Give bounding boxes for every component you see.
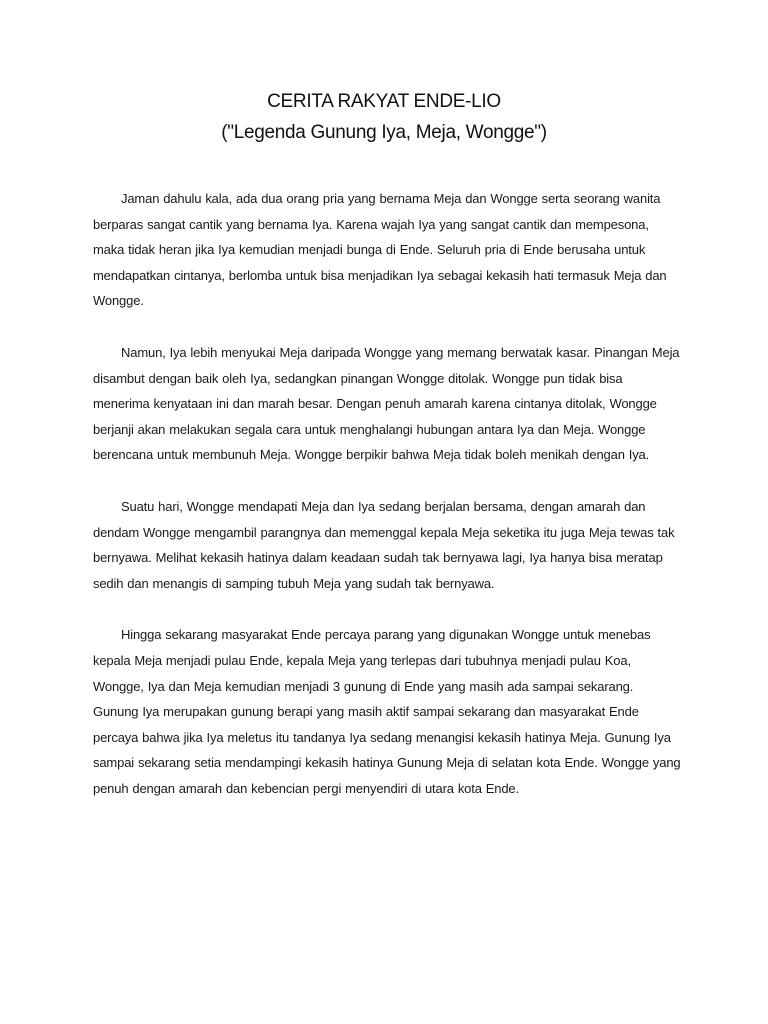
paragraph-line: sampai sekarang setia mendampingi kekasih hatinya Gunung Meja di selatan kota Ende. Wongge yang (93, 755, 681, 771)
paragraph-line: disambut dengan baik oleh Iya, sedangkan pinangan Wongge ditolak. Wongge pun tidak bisa (93, 370, 623, 386)
document-subtitle: ("Legenda Gunung Iya, Meja, Wongge") (221, 122, 547, 143)
paragraph-1 (93, 186, 675, 314)
document-body (93, 186, 681, 827)
paragraph-line: Namun, Iya lebih menyukai Meja daripada Wongge yang memang berwatak kasar. Pinangan Meja (121, 344, 680, 360)
paragraph-line: maka tidak heran jika Iya kemudian menjadi bunga di Ende. Seluruh pria di Ende berusaha untuk (93, 242, 646, 258)
paragraph-line: dendam Wongge mengambil parangnya dan memenggal kepala Meja seketika itu juga Meja tewas tak (93, 524, 675, 540)
paragraph-line: Jaman dahulu kala, ada dua orang pria yang bernama Meja dan Wongge serta seorang wanita (121, 191, 661, 206)
paragraph-line: penuh dengan amarah dan kebencian pergi menyendiri di utara kota Ende. (93, 780, 519, 796)
paragraph-line: kepala Meja menjadi pulau Ende, kepala Meja yang terlepas dari tubuhnya menjadi pulau Koa, (93, 652, 631, 668)
paragraph-line: Hingga sekarang masyarakat Ende percaya parang yang digunakan Wongge untuk menebas (121, 627, 651, 643)
paragraph-line: sedih dan menangis di samping tubuh Meja yang sudah tak bernyawa. (93, 575, 495, 591)
title-block (0, 86, 768, 148)
paragraph-line: berparas sangat cantik yang bernama Iya. Karena wajah Iya yang sangat cantik dan mempesona, (93, 216, 649, 232)
paragraph-2 (93, 340, 680, 468)
paragraph-line: mendapatkan cintanya, berlomba untuk bisa menjadikan Iya sebagai kekasih hati termasuk Meja dan (93, 267, 667, 283)
paragraph-line: bernyawa. Melihat kekasih hatinya dalam keadaan sudah tak bernyawa lagi, Iya hanya bisa meratap (93, 550, 663, 566)
paragraph-3 (93, 494, 675, 596)
document-title: CERITA RAKYAT ENDE-LIO (267, 91, 501, 112)
paragraph-line: berencana untuk membunuh Meja. Wongge berpikir bahwa Meja tidak boleh menikah dengan Iya. (93, 447, 650, 463)
paragraph-line: berjanji akan melakukan segala cara untuk menghalangi hubungan antara Iya dan Meja. Wongge (93, 421, 646, 437)
paragraph-line: Wongge. (93, 293, 144, 309)
paragraph-4 (93, 622, 681, 801)
paragraph-line: percaya bahwa jika Iya meletus itu tandanya Iya sedang menangisi kekasih hatinya Meja. Gunung Iya (93, 729, 671, 745)
paragraph-line: Gunung Iya merupakan gunung berapi yang masih aktif sampai sekarang dan masyarakat Ende (93, 704, 639, 720)
paragraph-line: menerima kenyataan ini dan marah besar. Dengan penuh amarah karena cintanya ditolak, Wongge (93, 396, 657, 412)
paragraph-line: Wongge, Iya dan Meja kemudian menjadi 3 gunung di Ende yang masih ada sampai sekarang. (93, 678, 634, 694)
paragraph-line: Suatu hari, Wongge mendapati Meja dan Iya sedang berjalan bersama, dengan amarah dan (121, 498, 646, 514)
